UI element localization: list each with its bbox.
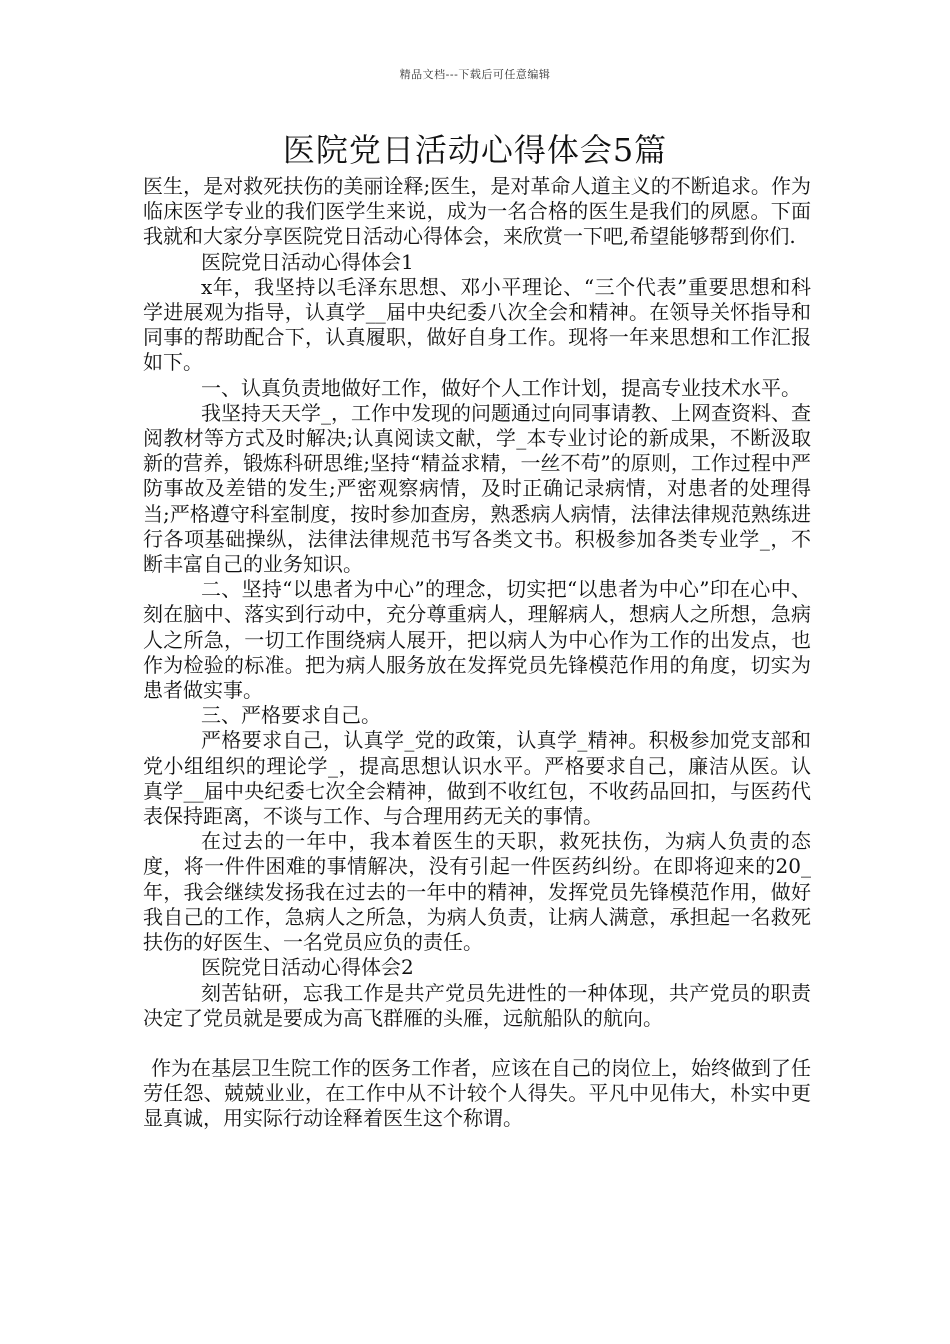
- subheading-3: 三、严格要求自己。: [201, 703, 381, 728]
- body-paragraph: 作为在基层卫生院工作的医务工作者，应该在自己的岗位上，始终做到了任劳任怨、兢兢业业，在工作中从不计较个人得失。平凡中见伟大，朴实中更显真诚，用实际行动诠释着医生这个称谓。: [143, 1055, 811, 1131]
- subheading-2-paragraph: 二、坚持“以患者为中心”的理念，切实把“以患者为中心”印在心中、刻在脑中、落实到行动中，充分尊重病人，理解病人，想病人之所想，急病人之所急，一切工作围绕病人展开，把以病人为中心作为工作的出发点，也作为检验的标准。把为病人服务放在发挥党员先锋模范作用的角度，切实为患者做实事。: [143, 577, 811, 703]
- section-heading-1: 医院党日活动心得体会1: [201, 249, 414, 274]
- body-paragraph: 我坚持天天学_，工作中发现的问题通过向同事请教、上网查资料、查阅教材等方式及时解决;认真阅读文献，学_本专业讨论的新成果，不断汲取新的营养，锻炼科研思维;坚持“精益求精，一丝不苟”的原则，工作过程中严防事故及差错的发生;严密观察病情，及时正确记录病情，对患者的处理得当;严格遵守科室制度，按时参加查房，熟悉病人病情，法律法律规范熟练进行各项基础操纵，法律法律规范书写各类文书。积极参加各类专业学_，不断丰富自己的业务知识。: [143, 400, 811, 577]
- document-body: [143, 174, 811, 1132]
- section-heading-2: 医院党日活动心得体会2: [201, 955, 414, 980]
- document-title: 医院党日活动心得体会5篇: [282, 131, 668, 169]
- body-paragraph: 刻苦钻研，忘我工作是共产党员先进性的一种体现，共产党员的职责决定了党员就是要成为高飞群雁的头雁，远航船队的航向。: [143, 980, 811, 1030]
- subheading-1: 一、认真负责地做好工作，做好个人工作计划，提高专业技术水平。: [201, 375, 801, 400]
- body-paragraph: 在过去的一年中，我本着医生的天职，救死扶伤，为病人负责的态度，将一件件困难的事情解决，没有引起一件医药纠纷。在即将迎来的20_年，我会继续发扬我在过去的一年中的精神，发挥党员先锋模范作用，做好我自己的工作，急病人之所急，为病人负责，让病人满意，承担起一名救死扶伤的好医生、一名党员应负的责任。: [143, 829, 811, 955]
- page-header: 精品文档---下载后可任意编辑: [399, 68, 551, 81]
- body-paragraph: x年，我坚持以毛泽东思想、邓小平理论、“三个代表”重要思想和科学进展观为指导，认真学__届中央纪委八次全会和精神。在领导关怀指导和同事的帮助配合下，认真履职，做好自身工作。现将一年来思想和工作汇报如下。: [143, 274, 811, 375]
- body-paragraph: 严格要求自己，认真学_党的政策，认真学_精神。积极参加党支部和党小组组织的理论学_，提高思想认识水平。严格要求自己，廉洁从医。认真学__届中央纪委七次全会精神，做到不收红包，不收药品回扣，与医药代表保持距离，不谈与工作、与合理用药无关的事情。: [143, 728, 811, 829]
- intro-paragraph: 医生，是对救死扶伤的美丽诠释;医生，是对革命人道主义的不断追求。作为临床医学专业的我们医学生来说，成为一名合格的医生是我们的夙愿。下面我就和大家分享医院党日活动心得体会，来欣赏一下吧,希望能够帮到你们.: [143, 174, 811, 249]
